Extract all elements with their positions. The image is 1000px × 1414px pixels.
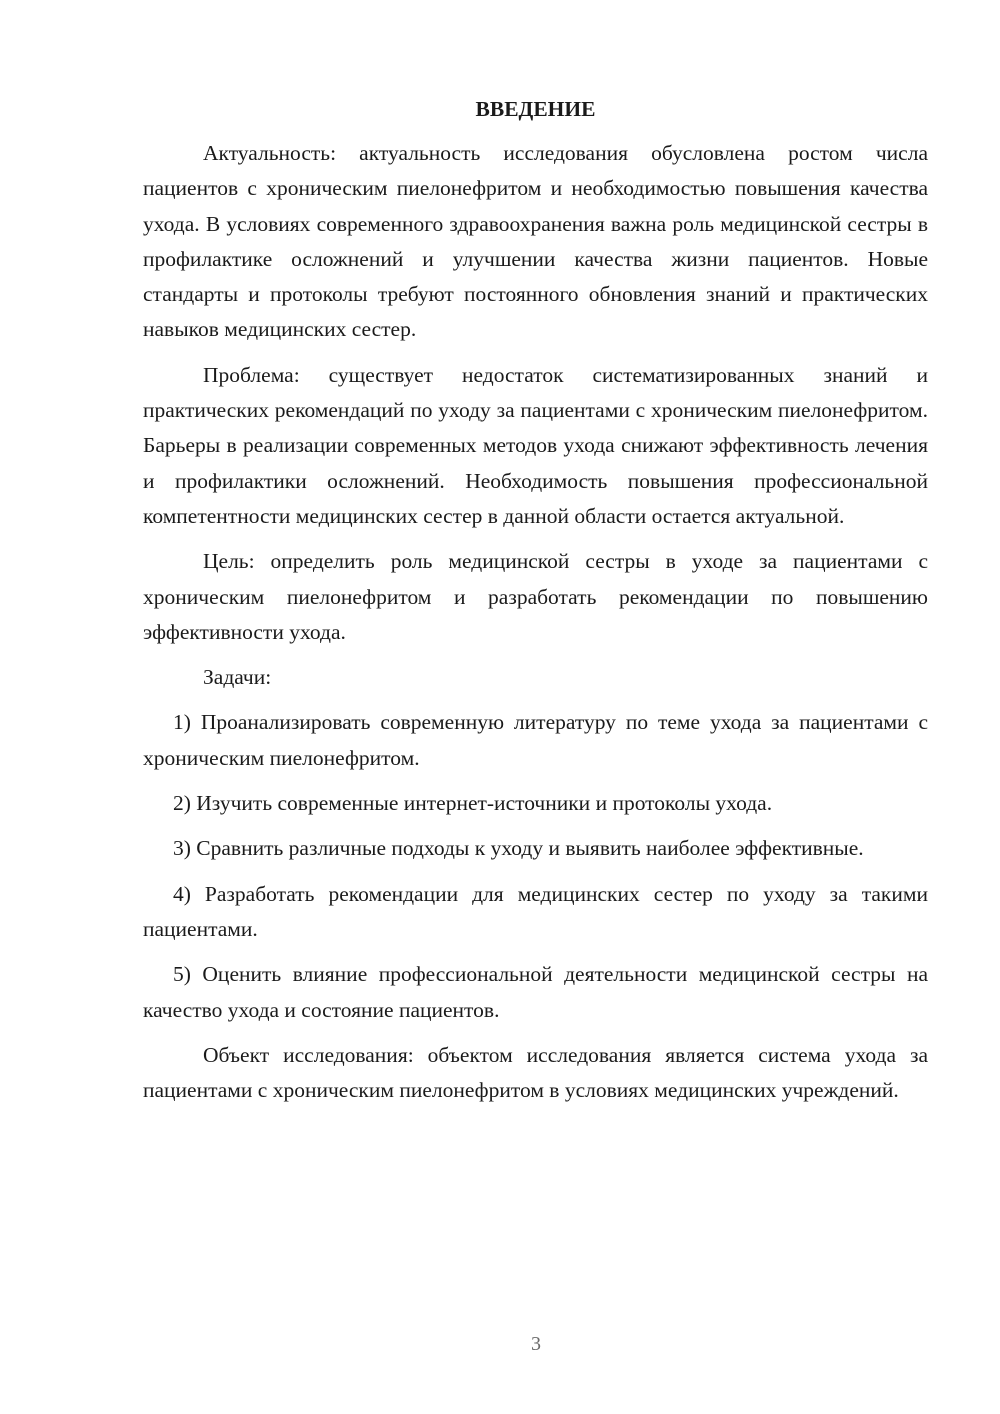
task-item: 4) Разработать рекомендации для медицинских сестер по уходу за такими пациентами. bbox=[143, 881, 928, 941]
tasks-label: Задачи: bbox=[203, 665, 272, 690]
object-paragraph: Объект исследования: объектом исследования является система ухода за пациентами с хроническим пиелонефритом в условиях медицинских учреждений. bbox=[143, 1042, 928, 1103]
task-item: 5) Оценить влияние профессиональной деятельности медицинской сестры на качество ухода и состояние пациентов. bbox=[143, 962, 928, 1022]
problem-paragraph: Проблема: существует недостаток систематизированных знаний и практических рекомендаций по уходу за пациентами с хроническим пиелонефритом. Барьеры в реализации современных методов ухода снижают эффективность лечения и профилактики осложнений. Необходимость повышения профессиональной компетентности медицинских сестер в данной области остается актуальной. bbox=[143, 362, 928, 528]
goal-paragraph: Цель: определить роль медицинской сестры в уходе за пациентами с хроническим пиелонефритом и разработать рекомендации по повышению эффективности ухода. bbox=[143, 549, 928, 644]
page-number: 3 bbox=[531, 1333, 541, 1355]
task-item: 2) Изучить современные интернет-источники и протоколы ухода. bbox=[173, 791, 773, 816]
document-page bbox=[143, 92, 928, 1108]
section-heading: ВВЕДЕНИЕ bbox=[475, 97, 596, 121]
relevance-paragraph: Актуальность: актуальность исследования обусловлена ростом числа пациентов с хроническим пиелонефритом и необходимостью повышения качества ухода. В условиях современного здравоохранения важна роль медицинской сестры в профилактике осложнений и улучшении качества жизни пациентов. Новые стандарты и протоколы требуют постоянного обновления знаний и практических навыков медицинских сестер. bbox=[143, 141, 928, 342]
task-item: 1) Проанализировать современную литературу по теме ухода за пациентами с хроническим пиелонефритом. bbox=[143, 710, 928, 770]
task-item: 3) Сравнить различные подходы к уходу и выявить наиболее эффективные. bbox=[173, 836, 864, 861]
